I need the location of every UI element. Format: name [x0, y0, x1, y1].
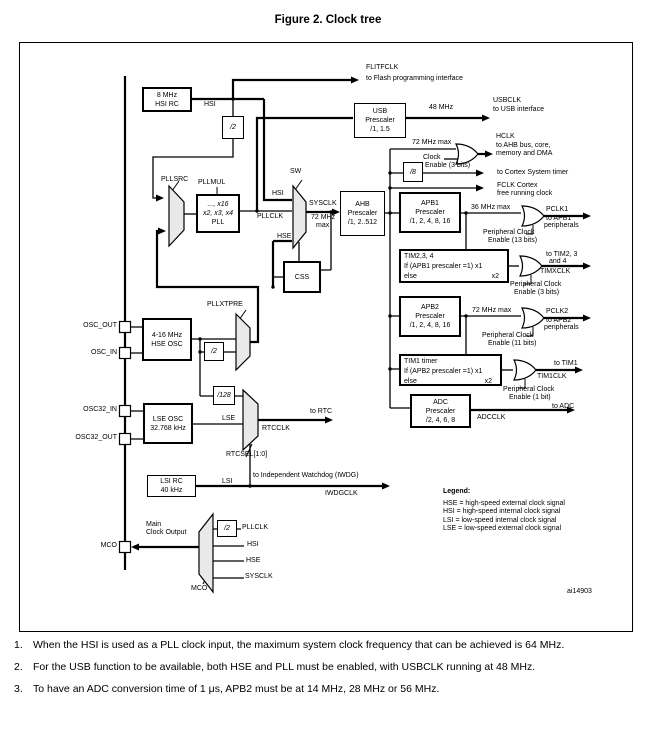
label-sysclk-72: 72 MHz [311, 214, 336, 221]
label-main1: Main [146, 521, 162, 528]
label-totim1: to TIM1 [554, 360, 578, 367]
label-pce3-2: Enable (3 bits) [514, 289, 560, 296]
block-label: /1, 1.5 [370, 126, 390, 133]
label-pce1-2: Enable (1 bit) [509, 394, 551, 401]
or-gate-tim1clk [514, 360, 536, 380]
block-label: /2 [224, 525, 230, 532]
block-pll [196, 194, 240, 233]
block-label: LSI RC [160, 478, 183, 485]
label-hclk-72max: 72 MHz max [412, 139, 452, 146]
block-label: PLL [211, 219, 225, 226]
legend [443, 488, 565, 534]
label-tim1clk: TIM1CLK [537, 373, 567, 380]
block-label: else [404, 378, 417, 385]
block-label: TIM1 timer [404, 358, 438, 365]
block-label: AHB [355, 201, 370, 208]
footnote-text: For the USB function to be available, both HSE and PLL must be enabled, with USBCLK running at 48 MHz. [33, 661, 536, 673]
block-label: /2 [211, 348, 217, 355]
mux-pllxtpre [236, 314, 250, 370]
mux-rtcsel [243, 390, 258, 450]
label-usb-48mhz: 48 MHz [429, 104, 454, 111]
block-label: APB1 [421, 200, 439, 207]
footnote-number: 1. [14, 639, 23, 651]
block-label: Prescaler [347, 210, 378, 217]
label-clock-en-bits: Enable (3 bits) [425, 162, 471, 169]
or-gate-timxclk [520, 256, 542, 276]
pin-label-osc32-in: OSC32_IN [83, 406, 117, 413]
label-cortex-timer: to Cortex System timer [497, 169, 569, 176]
block-else-row [404, 377, 500, 387]
block-label: /1, 2..512 [347, 219, 378, 226]
pin-label-osc-out: OSC_OUT [83, 322, 117, 329]
block-tim234 [399, 249, 509, 283]
block-label: Prescaler [425, 407, 456, 415]
label-usbclk: USBCLK [493, 97, 522, 104]
block-label: else [404, 273, 417, 280]
label-iwdgclk: IWDGCLK [325, 490, 358, 497]
block-apb2 [399, 296, 461, 337]
block-label: 8 MHz [156, 91, 178, 99]
label-pce13-2: Enable (13 bits) [488, 237, 538, 244]
label-hclk-dest1: to AHB bus, core, [496, 142, 551, 149]
block-label: USB [372, 108, 388, 115]
pin-mco [120, 542, 131, 553]
label-mco-hse: HSE [246, 557, 261, 564]
block-div8 [403, 162, 423, 182]
label-pce1-1: Peripheral Clock [503, 386, 555, 393]
block-label: Prescaler [415, 209, 445, 216]
label-pclk2: PCLK2 [546, 308, 569, 315]
block-label: x2, x3, x4 [203, 210, 233, 217]
footnote-number: 3. [14, 683, 23, 695]
legend-title: Legend: [443, 488, 471, 495]
block-label: /1, 2, 4, 8, 16 [409, 322, 451, 329]
pin-osc32-in [120, 406, 131, 417]
label-pclk1-d2: peripherals [544, 222, 579, 229]
legend-item: LSI = low-speed internal clock signal [443, 516, 557, 524]
mux-mco [199, 514, 213, 592]
or-gate-hclk [456, 144, 478, 164]
block-label: HSI RC [155, 100, 179, 108]
label-mco-hsi: HSI [247, 541, 259, 548]
pin-label-osc-in: OSC_IN [90, 349, 117, 356]
block-lse-osc [143, 403, 193, 444]
block-label: x2 [491, 273, 499, 280]
label-pce3-1: Peripheral Clock [510, 281, 562, 288]
label-usbclk-dest: to USB interface [493, 106, 544, 113]
block-usb [354, 103, 406, 138]
label-hclk-dest2: memory and DMA [496, 150, 553, 157]
block-label: If (APB2 prescaler =1) x1 [404, 368, 483, 375]
block-div2-hsi [222, 116, 244, 139]
mux-sw [293, 186, 306, 248]
block-hse-osc [142, 318, 192, 361]
label-pce11-1: Peripheral Clock [482, 332, 534, 339]
label-hse-sw: HSE [277, 233, 292, 240]
footnote [0, 683, 656, 696]
block-css [283, 261, 321, 293]
block-label: Prescaler [365, 117, 395, 124]
label-clock-en: Clock [423, 154, 441, 161]
label-sysclk: SYSCLK [309, 200, 337, 207]
block-label: LSE OSC [152, 415, 184, 423]
label-pclk2-d1: to APB2 [546, 317, 572, 324]
label-totim-2: and 4 [549, 258, 567, 265]
label-timxclk: TIMXCLK [540, 268, 571, 275]
block-div2-mco [217, 520, 237, 537]
block-label: /2 [230, 124, 236, 131]
footnote [0, 639, 656, 652]
label-lse-sig: LSE [222, 415, 236, 422]
block-ahb [340, 191, 385, 236]
block-label: 40 kHz [160, 487, 183, 494]
pin-osc-in [120, 348, 131, 359]
block-label: /8 [410, 168, 416, 176]
figure-title: Figure 2. Clock tree [274, 14, 382, 26]
mux-pllsrc [169, 186, 184, 246]
label-to-rtc: to RTC [310, 408, 333, 415]
footnotes [0, 639, 656, 705]
label-lsi-sig: LSI [222, 478, 233, 485]
footnote [0, 661, 656, 674]
footnote-text: When the HSI is used as a PLL clock input, the maximum system clock frequency that can be achieved is 64 MHz. [33, 639, 565, 651]
label-mco-sysclk: SYSCLK [245, 573, 273, 580]
block-label: 32.768 kHz [150, 424, 186, 432]
or-gate-pclk1 [522, 206, 544, 226]
block-else-row [404, 272, 507, 282]
block-label: 4-16 MHz [151, 331, 183, 339]
label-mco-pllclk: PLLCLK [242, 524, 269, 531]
pin-label-mco: MCO [100, 542, 117, 549]
label-hsi-sw: HSI [272, 190, 284, 197]
label-watermark: ai14903 [567, 588, 592, 595]
pin-label-osc32-out: OSC32_OUT [75, 434, 117, 441]
label-fclk1: FCLK Cortex [497, 182, 538, 189]
block-label: x2 [484, 378, 492, 385]
label-adcclk: ADCCLK [477, 414, 506, 421]
block-label: /128 [217, 392, 231, 399]
block-label: Prescaler [415, 313, 445, 320]
legend-item: HSI = high-speed internal clock signal [443, 508, 561, 516]
label-iwdg: to Independent Watchdog (IWDG) [253, 472, 359, 479]
label-flitfclk-dest: to Flash programming interface [366, 75, 463, 82]
label-sysclk-max: max [316, 222, 330, 229]
label-hsi-sig: HSI [204, 101, 216, 108]
label-pllclk-sw: PLLCLK [257, 213, 284, 220]
label-main2: Clock Output [146, 529, 187, 536]
label-hclk: HCLK [496, 133, 515, 140]
muxes [169, 186, 306, 592]
label-toadc: to ADC [552, 403, 575, 410]
label-pllsrc: PLLSRC [161, 176, 189, 183]
label-sw: SW [290, 168, 302, 175]
pin-osc-out [120, 322, 131, 333]
legend-item: LSE = low-speed external clock signal [443, 525, 562, 533]
block-label: /1, 2, 4, 8, 16 [409, 218, 451, 225]
pin-osc32-out [120, 434, 131, 445]
label-pllmul: PLLMUL [198, 179, 226, 186]
label-mhz72max2: 72 MHz max [472, 307, 512, 314]
or-gate-pclk2 [522, 308, 544, 328]
label-totim-1: to TIM2, 3 [546, 251, 578, 258]
label-pclk2-d2: peripherals [544, 324, 579, 331]
block-label: If (APB1 prescaler =1) x1 [404, 263, 483, 270]
label-flitfclk: FLITFCLK [366, 64, 399, 71]
label-pllxtpre: PLLXTPRE [207, 301, 243, 308]
block-label: ..., x16 [207, 201, 229, 208]
block-div128 [213, 386, 235, 405]
legend-item: HSE = high-speed external clock signal [443, 499, 565, 507]
label-pclk1: PCLK1 [546, 206, 569, 213]
label-rtcclk: RTCCLK [262, 425, 290, 432]
block-adc [410, 394, 471, 428]
label-rtcsel: RTCSEL[1:0] [226, 451, 268, 458]
footnote-text: To have an ADC conversion time of 1 μs, APB2 must be at 14 MHz, 28 MHz or 56 MHz. [33, 683, 440, 695]
label-pce13-1: Peripheral Clock [483, 229, 535, 236]
block-tim1 [399, 354, 502, 386]
label-pclk1-d1: to APB1 [546, 215, 572, 222]
label-mco-sel: MCO [191, 585, 208, 592]
block-label: HSE OSC [151, 340, 183, 348]
block-label: TIM2,3, 4 [404, 253, 434, 260]
label-fclk2: free running clock [497, 190, 553, 197]
block-div2-hse [204, 342, 224, 361]
block-lsi-rc [147, 475, 196, 497]
label-pce11-2: Enable (11 bits) [488, 340, 537, 347]
label-mhz36max: 36 MHz max [471, 204, 511, 211]
block-label: APB2 [421, 304, 439, 311]
block-label: ADC [433, 398, 448, 406]
block-label: /2, 4, 6, 8 [425, 416, 456, 424]
footnote-number: 2. [14, 661, 23, 673]
block-apb1 [399, 192, 461, 233]
block-label: CSS [294, 273, 310, 281]
block-hsi-rc [142, 87, 192, 112]
